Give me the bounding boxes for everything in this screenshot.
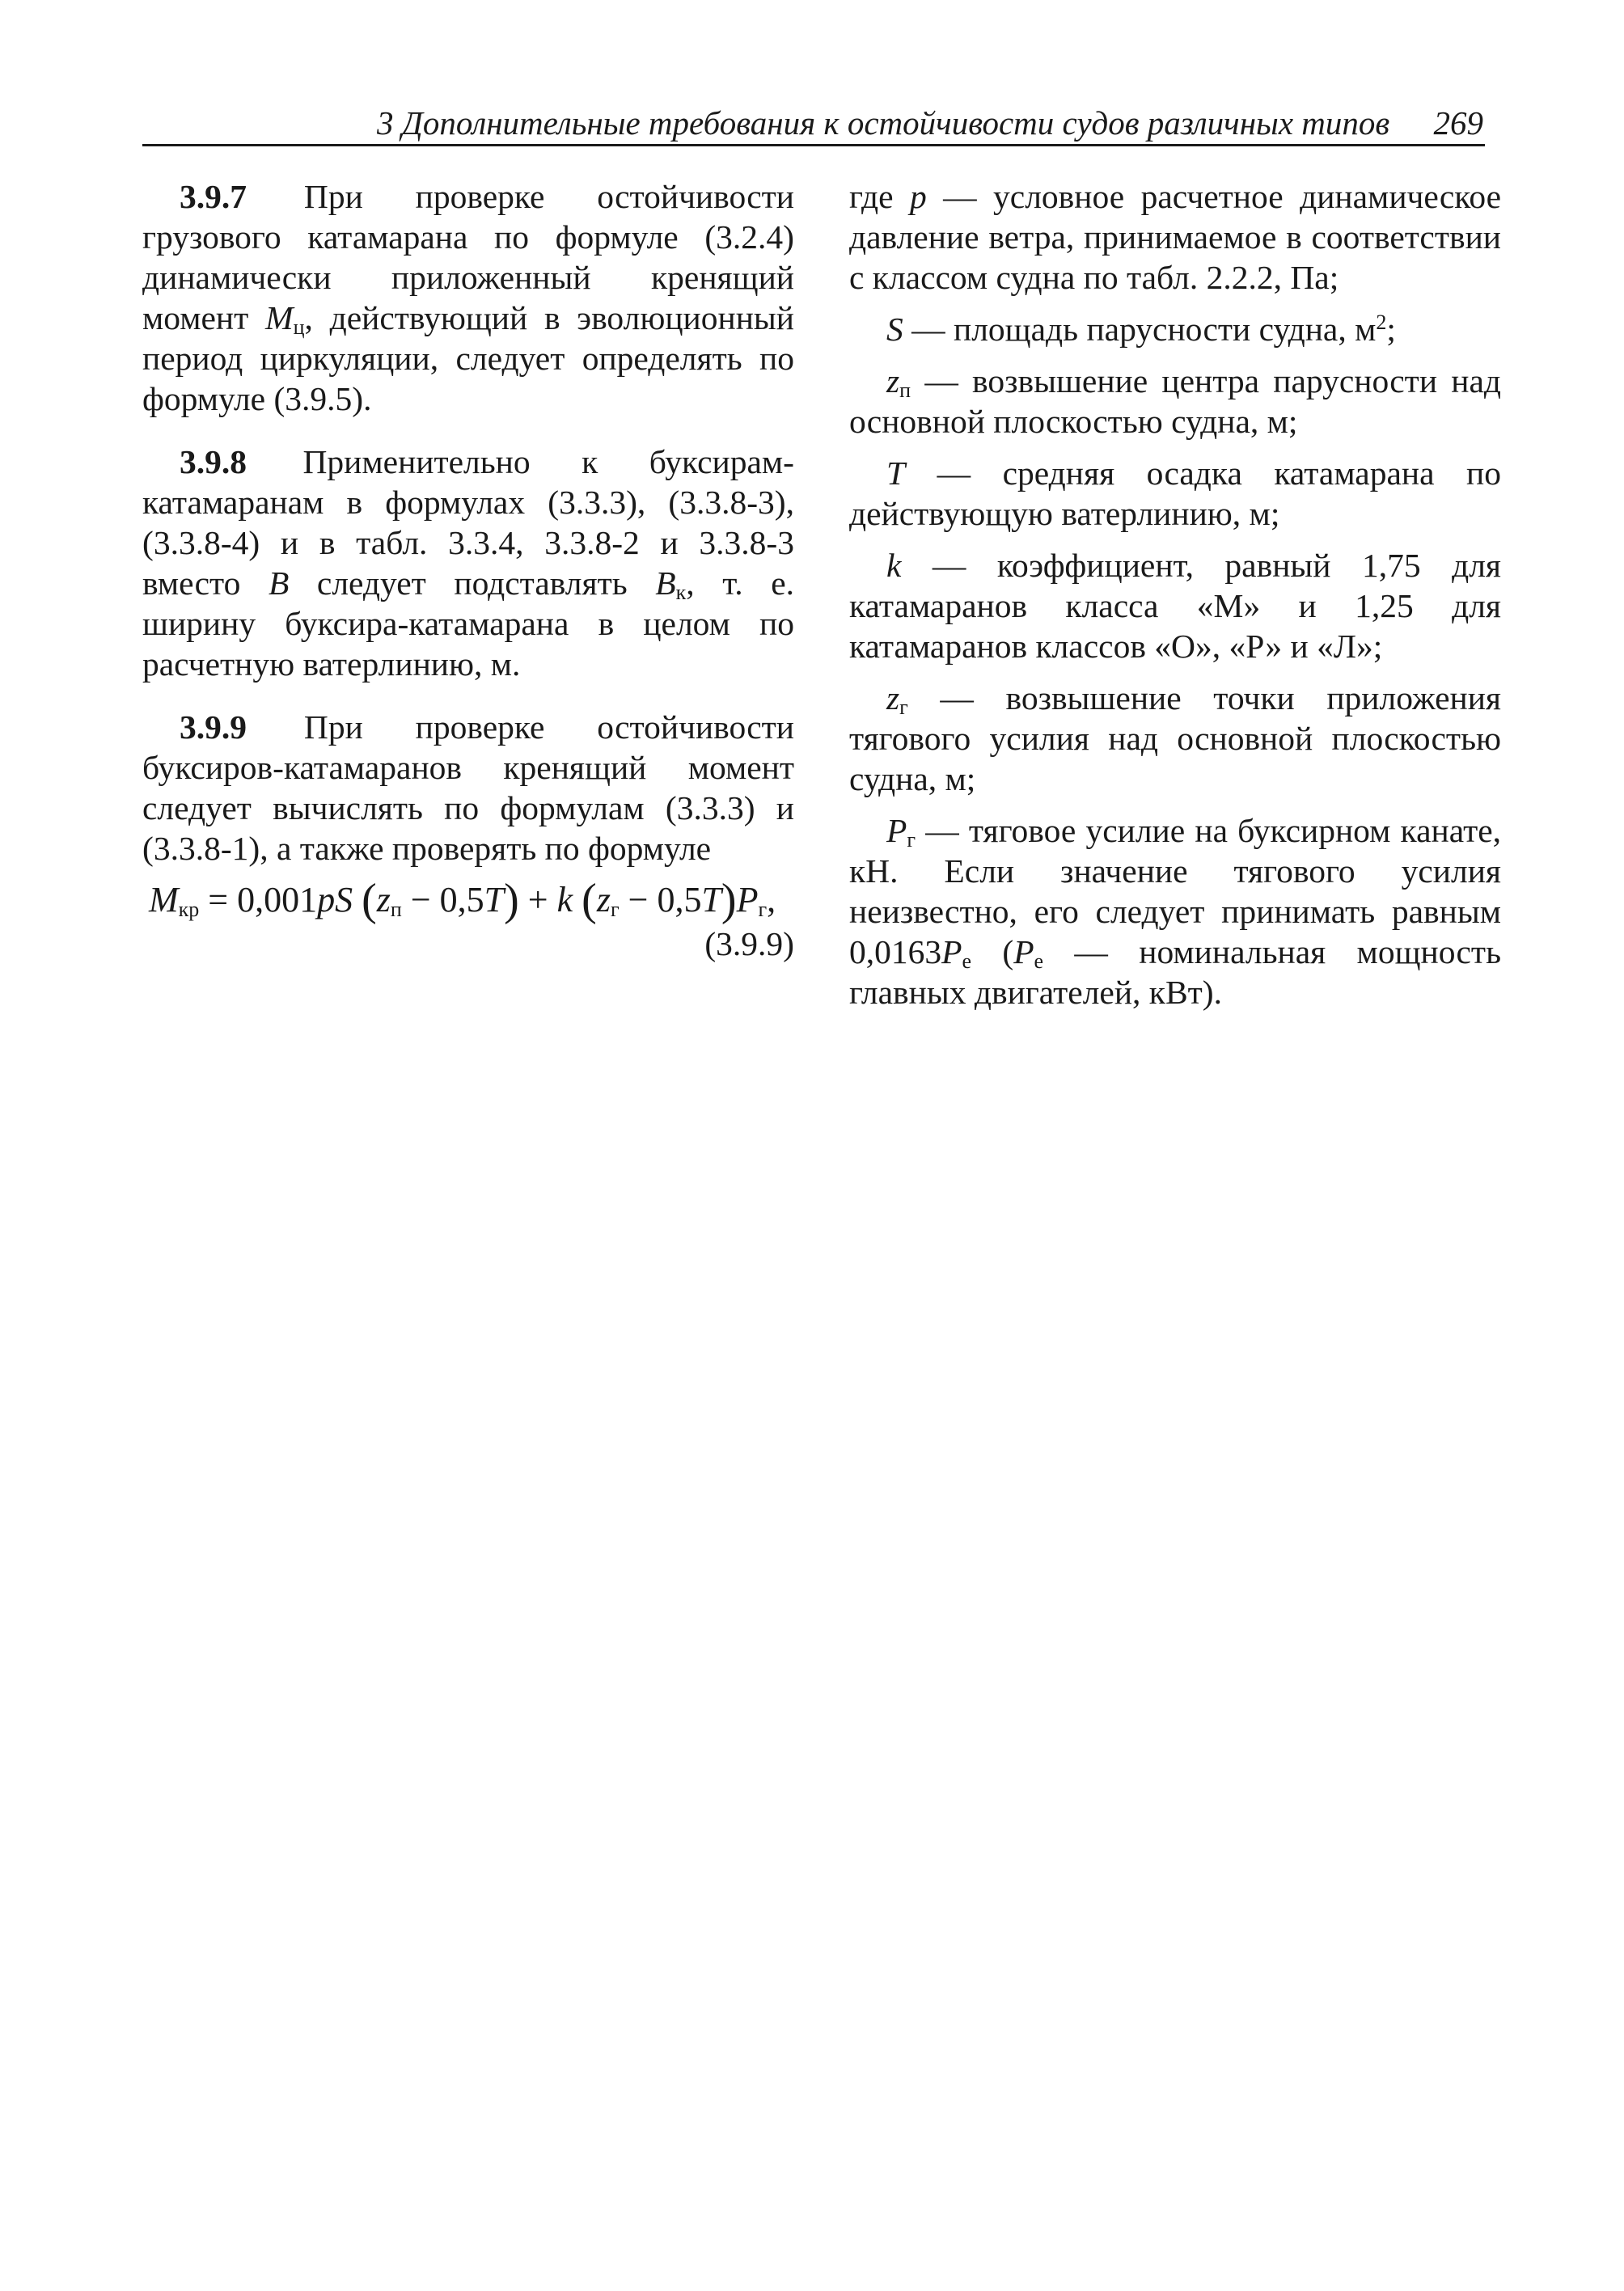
clause-number: 3.9.9 bbox=[180, 708, 247, 746]
formula-operator: + bbox=[527, 880, 548, 919]
symbol-p: p bbox=[909, 178, 927, 215]
formula-number: 0,5 bbox=[657, 880, 702, 919]
symbol-m: M bbox=[265, 299, 294, 336]
formula-number: (3.9.9) bbox=[704, 925, 794, 962]
left-column bbox=[142, 176, 794, 967]
symbol-bk: B bbox=[655, 564, 676, 602]
symbol-p: P bbox=[941, 933, 962, 970]
clause-number: 3.9.8 bbox=[180, 443, 247, 480]
formula-symbol: S bbox=[335, 880, 353, 919]
definition-text: — коэффициент, равный 1,75 для катамаранов класса «М» и 1,25 для катамаранов классов «О», «Р» и «Л»; bbox=[849, 547, 1501, 665]
formula-paren: ) bbox=[504, 875, 519, 925]
symbol-k: k bbox=[886, 547, 902, 584]
definition-text: — средняя осадка катамарана по действующую ватерлинию, м; bbox=[849, 454, 1501, 532]
formula-operator: = bbox=[208, 880, 229, 919]
formula-symbol: T bbox=[484, 880, 505, 919]
symbol-t: T bbox=[886, 454, 906, 492]
definition-t bbox=[849, 453, 1501, 534]
superscript: 2 bbox=[1376, 311, 1387, 334]
formula-subscript: п bbox=[390, 898, 402, 921]
clause-number: 3.9.7 bbox=[180, 178, 247, 215]
formula-symbol: T bbox=[701, 880, 721, 919]
definition-text: — номинальная мощность главных двигателей, кВт). bbox=[849, 933, 1501, 1011]
paragraph-3-9-8 bbox=[142, 442, 794, 684]
page-number: 269 bbox=[1433, 104, 1483, 142]
definition-punct: ; bbox=[1386, 311, 1396, 348]
paragraph-text: , т. е. ширину буксира-катамарана в целом по расчетную ватерлинию, м. bbox=[142, 564, 794, 683]
formula-subscript: кр bbox=[178, 898, 200, 921]
definition-text: — условное расчетное динамическое давление ветра, принимаемое в соответствии с классом судна по табл. 2.2.2, Па; bbox=[849, 178, 1501, 296]
subscript: п bbox=[899, 378, 911, 402]
definition-s bbox=[849, 309, 1501, 349]
definition-text: — тяговое усилие на буксирном канате, кН. Если значение тягового усилия неизвестно, его следует принимать равным 0,0163 bbox=[849, 812, 1502, 970]
formula-symbol: z bbox=[376, 880, 391, 919]
formula-punct: , bbox=[767, 880, 776, 919]
formula-paren: ( bbox=[582, 875, 597, 925]
paragraph-text: следует подставлять bbox=[316, 564, 628, 602]
paragraph-3-9-7 bbox=[142, 176, 794, 419]
running-header bbox=[142, 102, 1485, 146]
definition-text: — возвышение точки приложения тягового усилия над основной плоскостью судна, м; bbox=[849, 679, 1501, 797]
definition-k bbox=[849, 545, 1501, 666]
subscript: e bbox=[1034, 949, 1044, 973]
formula-symbol: P bbox=[736, 880, 759, 919]
definition-text: — возвышение центра парусности над основной плоскостью судна, м; bbox=[849, 362, 1501, 440]
formula-symbol: k bbox=[556, 880, 573, 919]
formula-symbol: z bbox=[596, 880, 611, 919]
symbol-s: S bbox=[886, 311, 903, 348]
definition-pg bbox=[849, 810, 1501, 1012]
paragraph-text: При проверке остойчивости грузового катамарана по формуле (3.2.4) динамически приложенный кренящий момент bbox=[142, 178, 795, 336]
formula-symbol: M bbox=[149, 880, 179, 919]
definition-text: — площадь парусности судна, м bbox=[911, 311, 1377, 348]
subscript: e bbox=[962, 949, 972, 973]
paragraph-text: , действующий в эволюционный период циркуляции, следует определять по формуле (3.9.5). bbox=[142, 299, 795, 417]
definition-p bbox=[849, 176, 1501, 298]
formula-subscript: г bbox=[610, 898, 620, 921]
definition-zg bbox=[849, 678, 1501, 799]
subscript: ц bbox=[293, 315, 305, 339]
formula-body bbox=[149, 875, 776, 925]
subscript: к bbox=[675, 581, 687, 604]
formula-symbol: p bbox=[317, 880, 336, 919]
formula-paren: ) bbox=[721, 875, 737, 925]
definition-zp bbox=[849, 361, 1501, 442]
paragraph-3-9-9 bbox=[142, 707, 794, 869]
symbol-z: z bbox=[886, 362, 900, 399]
paragraph-text: Применительно к буксирам-катамаранам в формулах (3.3.3), (3.3.8-3), (3.3.8-4) и в табл. 3.3.4, 3.3.8-2 и 3.3.8-3 вместо bbox=[142, 443, 794, 602]
formula-operator: − bbox=[628, 880, 649, 919]
formula-operator: − bbox=[410, 880, 431, 919]
symbol-b: B bbox=[268, 564, 290, 602]
formula-subscript: г bbox=[758, 898, 768, 921]
right-column bbox=[849, 176, 1501, 1012]
formula-number: 0,001 bbox=[237, 880, 318, 919]
formula-3-9-9 bbox=[142, 875, 794, 967]
running-title: 3 Дополнительные требования к остойчивости судов различных типов bbox=[377, 104, 1390, 142]
paragraph-text: При проверке остойчивости буксиров-катамаранов кренящий момент следует вычислять по формулам (3.3.3) и (3.3.8-1), а также проверять по формуле bbox=[142, 708, 795, 867]
where-word: где bbox=[849, 178, 894, 215]
definition-punct: ( bbox=[1002, 933, 1014, 970]
symbol-z: z bbox=[886, 679, 900, 716]
subscript: г bbox=[907, 828, 916, 852]
formula-number: 0,5 bbox=[439, 880, 484, 919]
subscript: г bbox=[899, 695, 908, 719]
symbol-p: P bbox=[1013, 933, 1034, 970]
formula-paren: ( bbox=[362, 875, 377, 925]
symbol-p: P bbox=[886, 812, 907, 849]
